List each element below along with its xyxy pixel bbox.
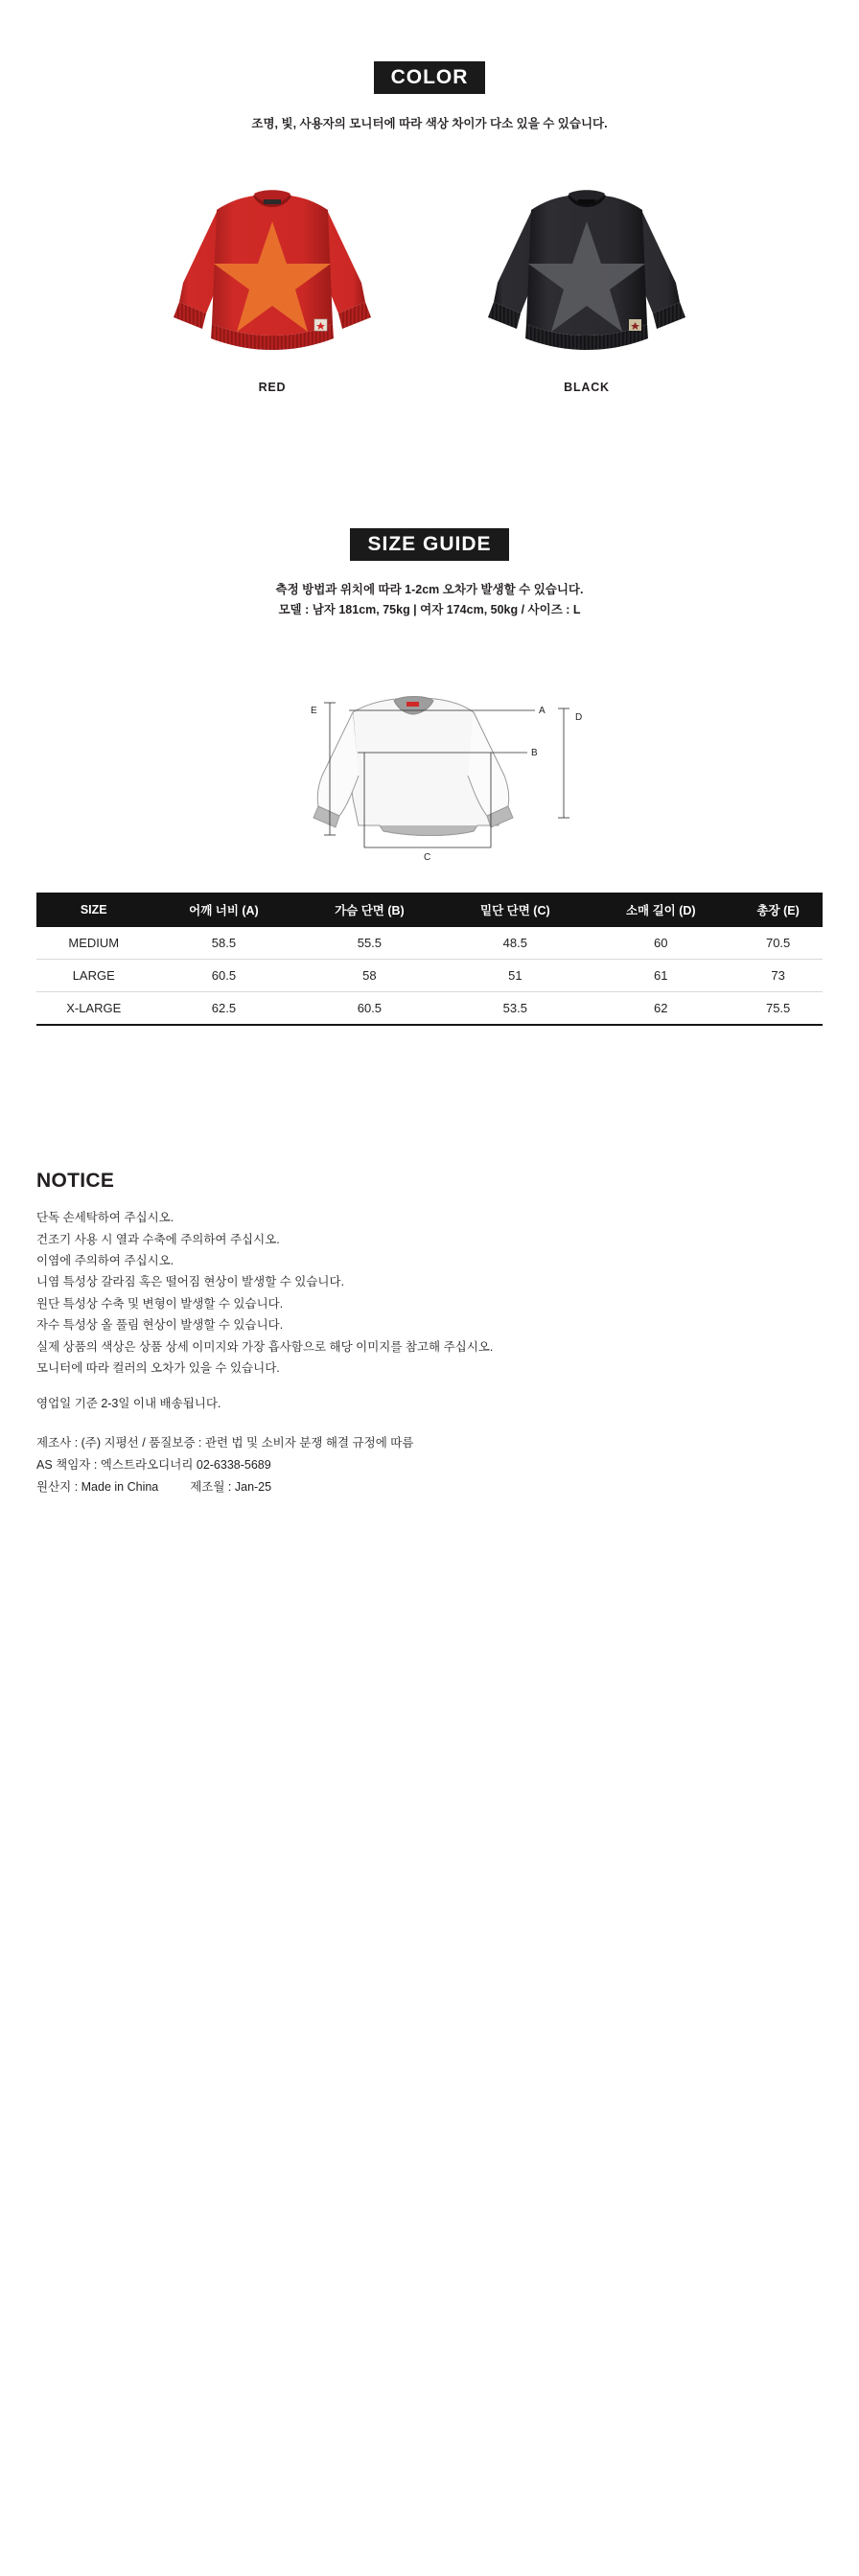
size-guide-note	[0, 580, 859, 619]
color-section	[0, 0, 859, 394]
color-heading	[0, 61, 859, 94]
cell-length: 75.5	[733, 992, 823, 1026]
color-heading-label: COLOR	[374, 61, 486, 94]
cell-length: 73	[733, 960, 823, 992]
cell-chest: 55.5	[296, 927, 442, 960]
cell-shoulder: 58.5	[151, 927, 296, 960]
sweater-illustration-black	[476, 168, 697, 360]
mfr-date-text: 제조월 : Jan-25	[190, 1479, 272, 1494]
notice-line-5: 원단 특성상 수축 및 변형이 발생할 수 있습니다.	[36, 1296, 284, 1311]
sweater-illustration-red	[162, 168, 383, 360]
cell-size: MEDIUM	[36, 927, 151, 960]
notice-line-8: 모니터에 따라 컬러의 오차가 있을 수 있습니다.	[36, 1360, 280, 1375]
origin-line	[36, 1477, 823, 1497]
cell-hem: 51	[442, 960, 588, 992]
sweater-image-black	[476, 168, 697, 360]
size-table	[36, 893, 823, 1026]
size-guide-heading	[0, 528, 859, 561]
notice-line-3: 이염에 주의하여 주십시오.	[36, 1254, 174, 1267]
size-note-line-2: 모델 : 남자 181cm, 75kg | 여자 174cm, 50kg / 사이즈 : L	[278, 602, 581, 616]
notice-shipping: 영업일 기준 2-3일 이내 배송됩니다.	[36, 1397, 221, 1411]
table-row	[36, 992, 823, 1026]
size-table-header-length: 총장 (E)	[733, 893, 823, 927]
label-d: D	[575, 712, 583, 724]
color-swatch-red	[162, 168, 383, 394]
cell-chest: 58	[296, 960, 442, 992]
sweater-image-red	[162, 168, 383, 360]
label-c: C	[424, 852, 431, 864]
cell-length: 70.5	[733, 927, 823, 960]
size-table-header-sleeve: 소매 길이 (D)	[588, 893, 733, 927]
cell-hem: 53.5	[442, 992, 588, 1026]
size-table-wrap	[36, 893, 823, 1026]
notice-title: NOTICE	[36, 1170, 115, 1193]
size-guide-heading-label: SIZE GUIDE	[350, 528, 508, 561]
notice-line-4: 니염 특성상 갈라짐 혹은 떨어짐 현상이 발생할 수 있습니다.	[36, 1275, 345, 1289]
cell-hem: 48.5	[442, 927, 588, 960]
color-swatch-label-red: RED	[258, 381, 287, 394]
label-b: B	[531, 748, 538, 759]
notice-line-6: 자수 특성상 올 풀림 현상이 발생할 수 있습니다.	[36, 1318, 284, 1333]
size-note-line-1: 측정 방법과 위치에 따라 1-2cm 오차가 발생할 수 있습니다.	[275, 583, 584, 596]
cell-sleeve: 60	[588, 927, 733, 960]
size-table-header-size: SIZE	[36, 893, 151, 927]
measurement-diagram	[0, 672, 859, 864]
cell-sleeve: 62	[588, 992, 733, 1026]
label-e: E	[311, 706, 317, 717]
maker-line: 제조사 : (주) 지평선 / 품질보증 : 관련 법 및 소비자 분쟁 해결 규정에 따름	[36, 1435, 414, 1450]
table-row	[36, 960, 823, 992]
size-table-header-hem: 밑단 단면 (C)	[442, 893, 588, 927]
cell-chest: 60.5	[296, 992, 442, 1026]
as-line: AS 책임자 : 엑스트라오디너리 02-6338-5689	[36, 1457, 271, 1472]
cell-size: X-LARGE	[36, 992, 151, 1026]
cell-size: LARGE	[36, 960, 151, 992]
cell-shoulder: 60.5	[151, 960, 296, 992]
color-swatch-black	[476, 168, 697, 394]
notice-line-7: 실제 상품의 색상은 상품 상세 이미지와 가장 흡사함으로 해당 이미지를 참고해 주십시오.	[36, 1339, 494, 1354]
color-swatch-row	[0, 168, 859, 394]
origin-text: 원산지 : Made in China	[36, 1479, 159, 1494]
size-table-header-shoulder: 어깨 너비 (A)	[151, 893, 296, 927]
notice-line-2: 건조기 사용 시 열과 수축에 주의하여 주십시오.	[36, 1232, 280, 1246]
garment-measurement-svg	[161, 672, 698, 864]
notice-lines	[36, 1209, 823, 1413]
notice-section	[0, 1026, 859, 1556]
cell-sleeve: 61	[588, 960, 733, 992]
size-table-header-chest: 가슴 단면 (B)	[296, 893, 442, 927]
cell-shoulder: 62.5	[151, 992, 296, 1026]
notice-line-1: 단독 손세탁하여 주십시오.	[36, 1211, 174, 1225]
table-row	[36, 927, 823, 960]
size-table-header-row	[36, 893, 823, 927]
maker-info	[36, 1433, 823, 1497]
color-note: 조명, 빛, 사용자의 모니터에 따라 색상 차이가 다소 있을 수 있습니다.	[251, 117, 608, 130]
size-guide-section	[0, 394, 859, 1026]
label-a: A	[539, 706, 546, 717]
color-swatch-label-black: BLACK	[564, 381, 610, 394]
